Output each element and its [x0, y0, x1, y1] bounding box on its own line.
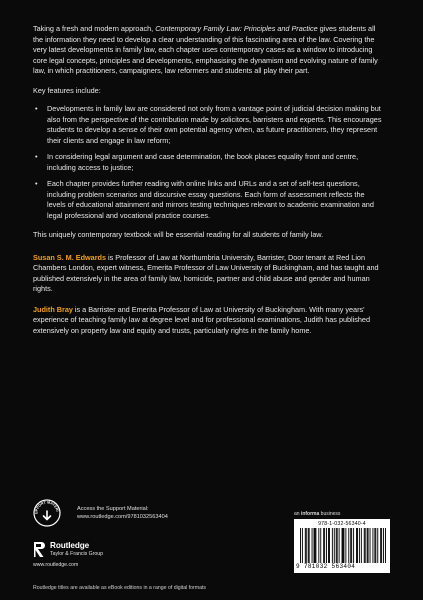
barcode-bar [332, 528, 333, 563]
barcode-bar [305, 528, 306, 563]
publisher-block [33, 541, 183, 571]
key-features-heading: Key features include: [33, 85, 101, 95]
author-name: Judith Bray [33, 304, 73, 314]
bullet-icon: • [35, 152, 38, 161]
intro-part2: gives students all the information they need to develop a clear understanding of this fascinating area of the law. Covering the very latest developments in family law, each chapter uses contemporary cases as a window to introducing core legal concepts, principles and developments, emphasising the dynamism and evolving nature of family law, in which practitioners, campaigners, law reformers and students all play their part. [33, 24, 378, 75]
barcode-bar [380, 528, 381, 563]
barcode-bar [309, 528, 310, 563]
author-name: Susan S. M. Edwards [33, 252, 107, 262]
support-text [77, 505, 168, 521]
bullet-icon: • [35, 104, 38, 113]
ebook-note: Routledge titles are available as eBook editions in a range of digital formats [33, 585, 207, 591]
support-link[interactable]: www.routledge.com/9781032563404 [77, 514, 168, 520]
barcode-bar [342, 528, 343, 563]
svg-text:SUPPORT MATERIAL: UPPORT MATERI [34, 500, 60, 515]
barcode-bar [361, 528, 362, 563]
routledge-logo-icon [33, 541, 46, 558]
barcode-bar [314, 528, 315, 563]
closing-statement: This uniquely contemporary textbook will be essential reading for all students of family law. [33, 230, 324, 239]
barcode-bar [357, 528, 358, 563]
barcode-bar [372, 528, 373, 563]
barcode-bar [377, 528, 378, 563]
feature-item [33, 104, 385, 146]
feature-item [33, 152, 385, 173]
isbn-barcode [294, 519, 390, 573]
support-line1: Access the Support Material: [77, 506, 149, 512]
barcode-bar [368, 528, 369, 563]
feature-list [33, 104, 385, 221]
feature-text: Developments in family law are considered not only from a vantage point of judicial decision making but also from the perspective of the contribution made by solicitors, barristers and experts. This encourages students to develop a sense of their own potential agency when, as future practitioners, they represent their clients and engage in law reform; [47, 104, 382, 145]
blurb-column [33, 24, 385, 346]
barcode-bar [302, 528, 303, 563]
barcode-bar [300, 528, 301, 563]
barcode-bar [329, 528, 330, 563]
barcode-bar [348, 528, 349, 563]
support-material-badge-icon [33, 499, 61, 527]
author-bio-text: is a Barrister and Emerita Professor of Law at University of Buckingham. With many years' experience of teaching family law at degree level and for professional examinations, Judith has published extensively on property law and equity and trusts, particularly rights in the family home. [33, 304, 371, 335]
bullet-icon: • [35, 179, 38, 188]
isbn-label: 978-1-032-56340-4 [318, 521, 366, 527]
informa-suffix: business [319, 511, 341, 517]
publisher-name: Routledge [50, 541, 90, 550]
barcode-bar [351, 528, 352, 563]
barcode-bar [336, 528, 337, 563]
barcode-bar [365, 528, 366, 563]
footer-bar [0, 578, 423, 600]
intro-paragraph [33, 24, 385, 77]
barcode-bar [324, 528, 325, 563]
barcode-bar [359, 528, 360, 563]
author-bio-edwards [33, 253, 385, 295]
intro-part1: Taking a fresh and modern approach, [33, 24, 156, 33]
informa-tagline [294, 511, 340, 517]
barcode-bar [374, 528, 375, 563]
barcode-bar [385, 528, 386, 563]
barcode-bar [370, 528, 371, 563]
barcode-graphic [300, 528, 386, 563]
informa-prefix: an [294, 511, 301, 517]
barcode-bar [345, 528, 346, 563]
barcode-bar [306, 528, 307, 563]
barcode-bar [328, 528, 329, 563]
barcode-bar [383, 528, 384, 563]
barcode-bar [326, 528, 327, 563]
feature-item [33, 179, 385, 221]
barcode-bar [381, 528, 382, 563]
barcode-bar [337, 528, 338, 563]
barcode-bar [315, 528, 316, 563]
publisher-group: Taylor & Francis Group [50, 551, 104, 557]
barcode-bar [318, 528, 319, 563]
author-bio-text: is Professor of Law at Northumbria University, Barrister, Door tenant at Red Lion Chambers London, expert witness, Emerita Professor of Law University of Buckingham, and has taught and published extensively in the area of family law, homicide, partner and child abuse and gender and human rights. [33, 252, 379, 293]
barcode-bar [312, 528, 313, 563]
barcode-bar [356, 528, 357, 563]
feature-text: In considering legal argument and case determination, the book places equality front and centre, including access to justice; [47, 152, 359, 172]
informa-brand: informa [300, 511, 320, 517]
barcode-bar [323, 528, 324, 563]
barcode-bar [320, 528, 321, 563]
barcode-bar [339, 528, 340, 563]
publisher-website-link[interactable]: www.routledge.com [33, 562, 79, 568]
barcode-digits: 9 781032 563404 [296, 563, 356, 570]
book-title: Contemporary Family Law: Principles and Practice [155, 24, 318, 33]
barcode-bar [343, 528, 344, 563]
barcode-bar [367, 528, 368, 563]
barcode-bar [334, 528, 335, 563]
barcode-bar [308, 528, 309, 563]
barcode-bar [314, 528, 315, 563]
barcode-bar [375, 528, 376, 563]
author-bio-bray [33, 305, 385, 337]
barcode-bar [343, 528, 344, 563]
feature-text: Each chapter provides further reading with online links and URLs and a set of self-test questions, including problem scenarios and discursive essay questions. Each form of assessment reflects the levels of educational attainment and mirrors testing techniques relevant to academic examination and legal professional and vocational practice courses. [47, 179, 374, 220]
barcode-bar [350, 528, 351, 563]
barcode-bar [364, 528, 365, 563]
support-material [33, 499, 233, 529]
barcode-bar [353, 528, 354, 563]
